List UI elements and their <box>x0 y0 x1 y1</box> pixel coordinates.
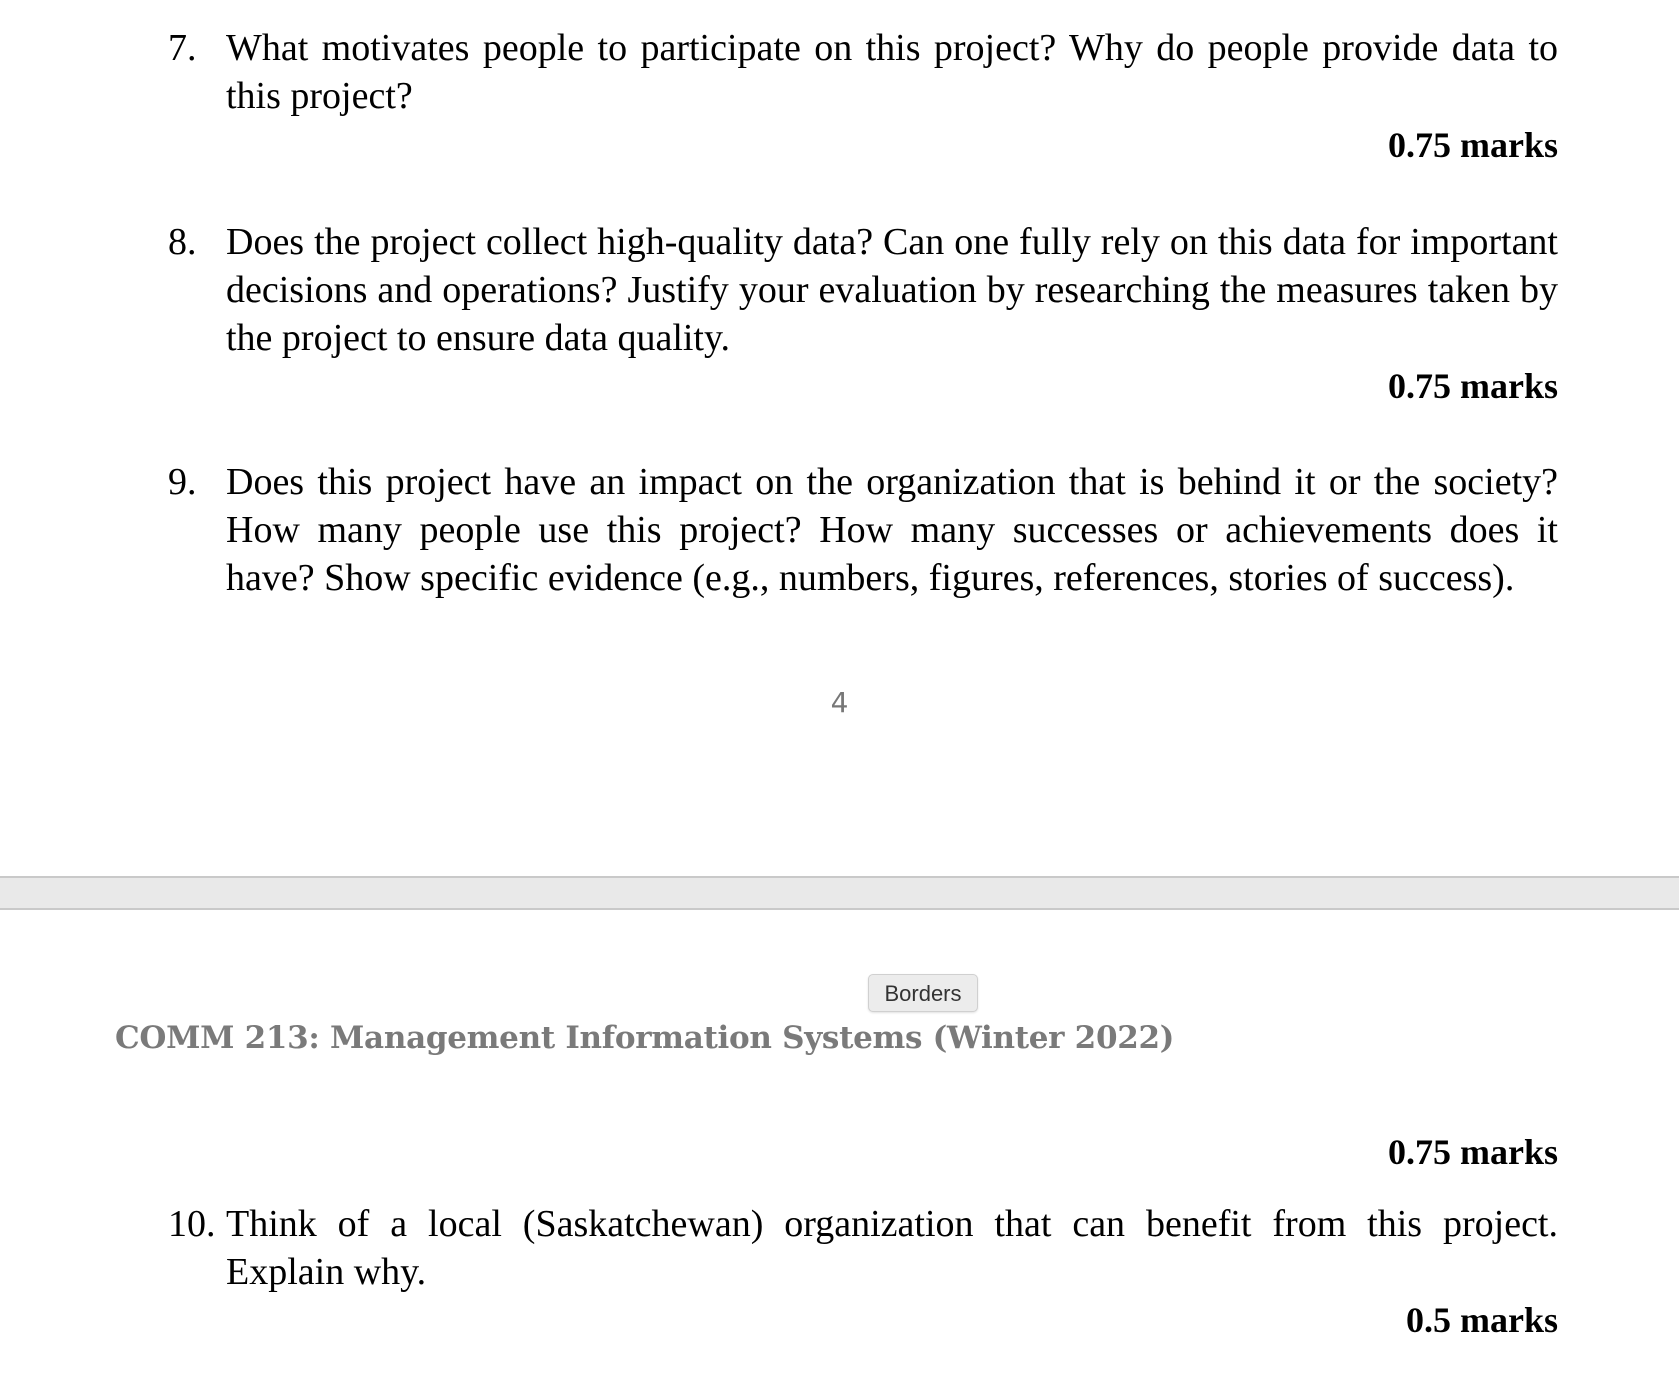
question-number: 10. <box>168 1203 216 1245</box>
question-8-marks: 0.75 marks <box>1388 366 1558 406</box>
question-text: What motivates people to participate on this project? Why do people provide data to this project? <box>226 27 1558 117</box>
question-7 <box>168 24 1558 120</box>
question-text: Does this project have an impact on the organization that is behind it or the society? How many people use this project? How many successes or achievements does it have? Show specific evidence (e.g., numbers, figures, references, stories of success). <box>226 461 1558 599</box>
borders-button[interactable]: Borders <box>868 974 978 1012</box>
question-number: 7. <box>168 27 197 69</box>
question-text: Think of a local (Saskatchewan) organization that can benefit from this project. Explain why. <box>226 1203 1558 1293</box>
question-7-marks: 0.75 marks <box>1388 125 1558 165</box>
page-header[interactable]: COMM 213: Management Information Systems (Winter 2022) <box>115 1020 1175 1056</box>
page-number: 4 <box>830 686 849 719</box>
question-8 <box>168 218 1558 362</box>
question-number: 8. <box>168 221 197 263</box>
question-10 <box>168 1200 1558 1296</box>
question-text: Does the project collect high-quality data? Can one fully rely on this data for important decisions and operations? Justify your evaluation by researching the measures taken by the project to ensure data quality. <box>226 221 1558 359</box>
question-10-marks: 0.5 marks <box>1406 1300 1558 1340</box>
question-number: 9. <box>168 461 197 503</box>
page-separator <box>0 876 1679 910</box>
question-9 <box>168 458 1558 602</box>
question-9-marks: 0.75 marks <box>1388 1132 1558 1172</box>
